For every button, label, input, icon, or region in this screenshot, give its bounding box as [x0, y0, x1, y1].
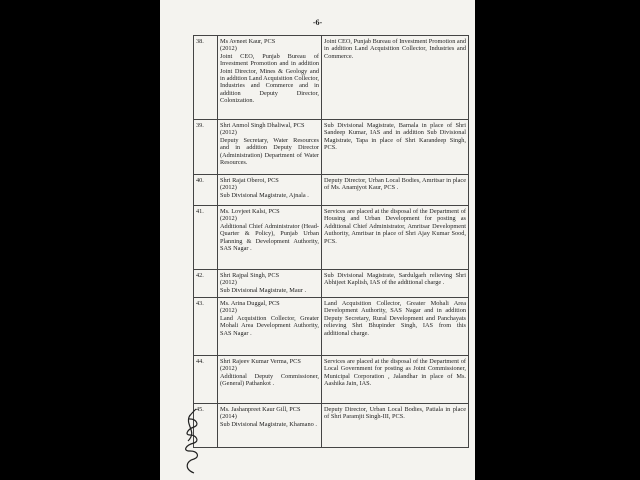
table-row: [194, 120, 469, 175]
officer-name: Shri Rajat Oberoi, PCS: [220, 177, 279, 184]
officer-batch: (2012): [220, 365, 237, 373]
serial-number: 45.: [194, 404, 218, 448]
officer-batch: (2012): [220, 307, 237, 315]
table-row: [194, 298, 469, 356]
table-row: [194, 175, 469, 206]
serial-number: 41.: [194, 206, 218, 270]
officer-current-post: Sub Divisional Magistrate, Ajnala .: [220, 191, 309, 199]
officer-name: Shri Rajpal Singh, PCS: [220, 272, 280, 279]
officer-name: Shri Rajeev Kumar Verma, PCS: [220, 358, 301, 365]
officer-cell: [218, 36, 322, 120]
officer-current-post: Additional Deputy Commissioner, (General) Pathankot .: [220, 372, 319, 388]
officer-batch: (2012): [220, 129, 237, 137]
document-page: [160, 0, 475, 480]
officer-batch: (2012): [220, 45, 237, 53]
new-posting-cell: Joint CEO, Punjab Bureau of Investment Promotion and in addition Land Acquisition Collector, Industries and Commerce.: [322, 36, 469, 120]
table-row: [194, 404, 469, 448]
officer-cell: [218, 120, 322, 175]
officer-cell: [218, 175, 322, 206]
new-posting-cell: Sub Divisional Magistrate, Barnala in place of Shri Sandeep Kumar, IAS and in addition Sub Divisional Magistrate, Tapa in place of Shri Karandeep Singh, PCS.: [322, 120, 469, 175]
officer-name: Ms. Jashanpreet Kaur Gill, PCS: [220, 406, 301, 413]
new-posting-cell: Land Acquisition Collector, Greater Mohali Area Development Authority, SAS Nagar and in addition Deputy Secretary, Rural Development and Panchayats relieving Shri Bhupinder Singh, IAS from this additional charge.: [322, 298, 469, 356]
new-posting-cell: Sub Divisional Magistrate, Sardulgarh relieving Shri Abhijeet Kaplish, IAS of the additional charge .: [322, 270, 469, 298]
officer-current-post: Land Acquisition Collector, Greater Mohali Area Development Authority, SAS Nagar .: [220, 314, 319, 337]
new-posting-cell: Services are placed at the disposal of the Department of Housing and Urban Development for posting as Additional Chief Administrator, Amritsar Development Authority, Amritsar in place of Shri Ajay Kumar Sood, PCS.: [322, 206, 469, 270]
serial-number: 39.: [194, 120, 218, 175]
officer-current-post: Joint CEO, Punjab Bureau of Investment Promotion and in addition Joint Director, Mines & Geology and in addition Land Acquisition Collector, Industries and Commerce and in addition Deputy Director, Colonization.: [220, 52, 319, 105]
officer-batch: (2014): [220, 413, 237, 421]
new-posting-cell: Deputy Director, Urban Local Bodies, Patiala in place of Shri Paramjit Singh-III, PCS.: [322, 404, 469, 448]
table-row: [194, 206, 469, 270]
serial-number: 38.: [194, 36, 218, 120]
serial-number: 44.: [194, 356, 218, 404]
officer-name: Ms. Lovjeet Kalsi, PCS: [220, 208, 280, 215]
table-row: [194, 356, 469, 404]
handwritten-signature: [164, 395, 204, 475]
officer-current-post: Deputy Secretary, Water Resources and in addition Deputy Director (Administration) Department of Water Resources.: [220, 136, 319, 167]
officer-batch: (2012): [220, 215, 237, 223]
officer-name: Ms. Arina Duggal, PCS: [220, 300, 280, 307]
officer-name: Ms Avneet Kaur, PCS: [220, 38, 276, 45]
officer-cell: [218, 298, 322, 356]
officer-current-post: Additional Chief Administrator (Head-Quarter & Policy), Punjab Urban Planning & Development Authority, SAS Nagar .: [220, 222, 319, 253]
officer-current-post: Sub Divisional Magistrate, Khamano .: [220, 420, 317, 428]
transfer-orders-table: [193, 35, 469, 448]
page-number: -6-: [312, 18, 323, 27]
serial-number: 42.: [194, 270, 218, 298]
serial-number: 40.: [194, 175, 218, 206]
officer-cell: [218, 404, 322, 448]
table-row: [194, 270, 469, 298]
officer-batch: (2012): [220, 279, 237, 287]
officer-cell: [218, 206, 322, 270]
officer-cell: [218, 270, 322, 298]
officer-batch: (2012): [220, 184, 237, 192]
table-row: [194, 36, 469, 120]
new-posting-cell: Deputy Director, Urban Local Bodies, Amritsar in place of Ms. Anamjyot Kaur, PCS .: [322, 175, 469, 206]
serial-number: 43.: [194, 298, 218, 356]
officer-cell: [218, 356, 322, 404]
officer-name: Shri Anmol Singh Dhaliwal, PCS: [220, 122, 305, 129]
officer-current-post: Sub Divisional Magistrate, Maur .: [220, 286, 307, 294]
new-posting-cell: Services are placed at the disposal of the Department of Local Government for posting as Joint Commissioner, Municipal Corporation , Jalandhar in place of Ms. Aashika Jain, IAS.: [322, 356, 469, 404]
